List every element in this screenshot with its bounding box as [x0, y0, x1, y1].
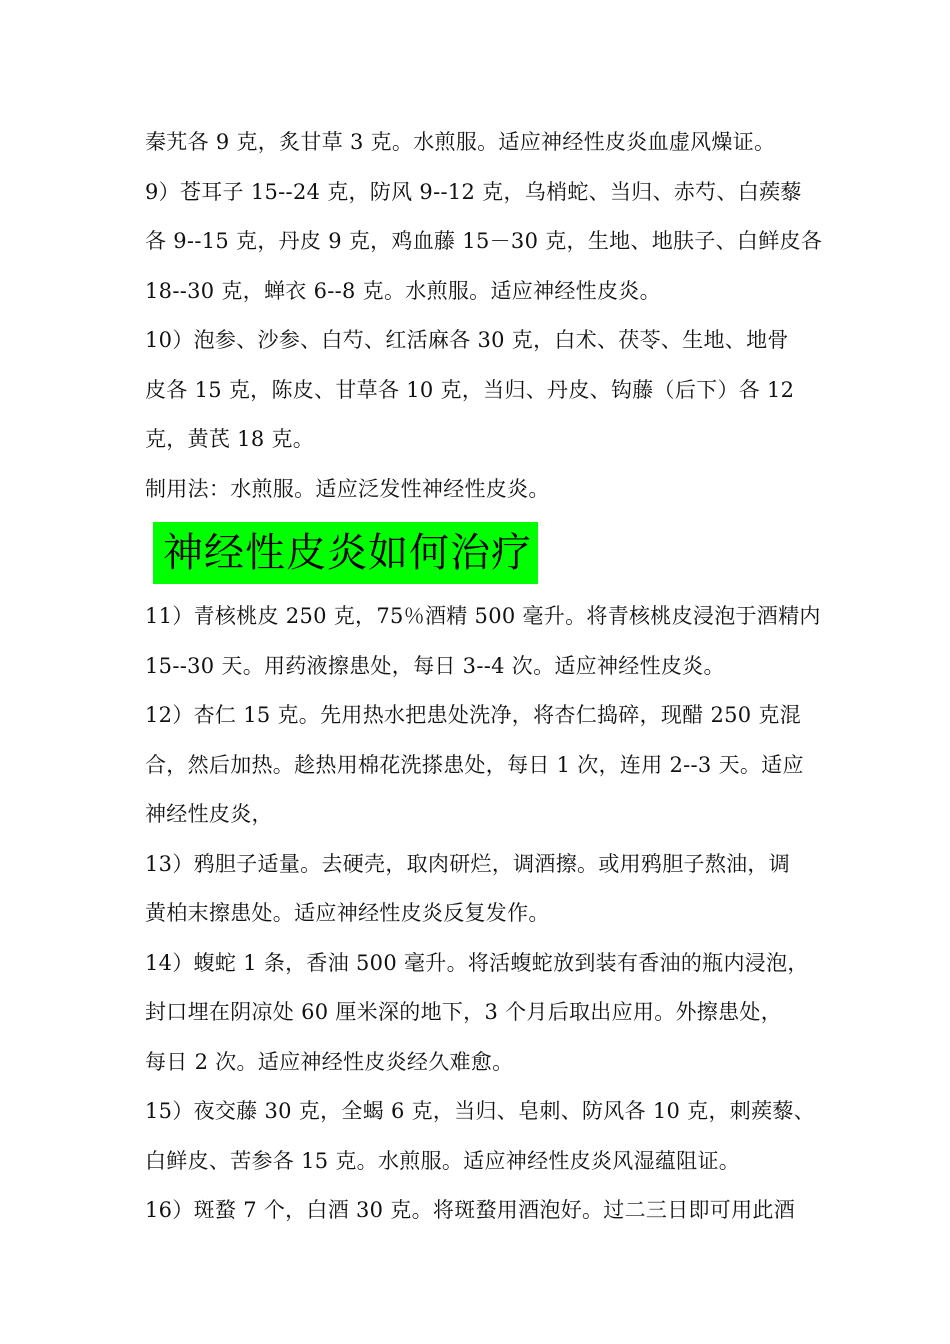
text-line: 合，然后加热。趁热用棉花洗搽患处，每日 1 次，连用 2--3 天。适应 [145, 752, 804, 777]
remedy-block-1 [145, 118, 823, 514]
remedy-block-2 [145, 592, 821, 1236]
text-line: 神经性皮炎， [145, 802, 273, 826]
text-line: 白鲜皮、苦参各 15 克。水煎服。适应神经性皮炎风湿蕴阻证。 [145, 1148, 741, 1173]
text-line: 克，黄芪 18 克。 [145, 427, 315, 451]
text-line: 每日 2 次。适应神经性皮炎经久难愈。 [145, 1049, 514, 1074]
text-line: 封口埋在阴凉处 60 厘米深的地下，3 个月后取出应用。外擦患处， [145, 1000, 783, 1024]
text-line: 各 9--15 克，丹皮 9 克，鸡血藤 15－30 克，生地、地肤子、白鲜皮各 [145, 229, 823, 253]
text-line: 10）泡参、沙参、白芍、红活麻各 30 克，白术、茯苓、生地、地骨 [145, 328, 789, 352]
document-page [145, 118, 823, 1236]
section-heading-wrap [145, 522, 815, 588]
text-line: 15）夜交藤 30 克，全蝎 6 克，当归、皂刺、防风各 10 克，刺蒺藜、 [145, 1099, 815, 1123]
text-line: 9）苍耳子 15--24 克，防风 9--12 克，乌梢蛇、当归、赤芍、白蒺藜 [145, 179, 802, 204]
text-line: 11）青核桃皮 250 克，75％酒精 500 毫升。将青核桃皮浸泡于酒精内 [145, 604, 821, 628]
text-line: 14）蝮蛇 1 条，香油 500 毫升。将活蝮蛇放到装有香油的瓶内浸泡， [145, 950, 809, 975]
text-line: 黄柏末擦患处。适应神经性皮炎反复发作。 [145, 901, 550, 925]
text-line: 18--30 克，蝉衣 6--8 克。水煎服。适应神经性皮炎。 [145, 278, 661, 303]
section-heading: 神经性皮炎如何治疗 [153, 522, 538, 584]
text-line: 秦艽各 9 克，炙甘草 3 克。水煎服。适应神经性皮炎血虚风燥证。 [145, 130, 776, 154]
text-line: 15--30 天。用药液擦患处，每日 3--4 次。适应神经性皮炎。 [145, 653, 725, 678]
text-line: 制用法：水煎服。适应泛发性神经性皮炎。 [145, 476, 550, 501]
text-line: 12）杏仁 15 克。先用热水把患处洗净，将杏仁捣碎，现醋 250 克混 [145, 703, 802, 727]
text-line: 13）鸦胆子适量。去硬壳，取肉研烂，调酒擦。或用鸦胆子熬油，调 [145, 851, 791, 876]
text-line: 皮各 15 克，陈皮、甘草各 10 克，当归、丹皮、钩藤（后下）各 12 [145, 377, 795, 402]
text-line: 16）斑蝥 7 个，白酒 30 克。将斑蝥用酒泡好。过二三日即可用此酒 [145, 1198, 796, 1222]
